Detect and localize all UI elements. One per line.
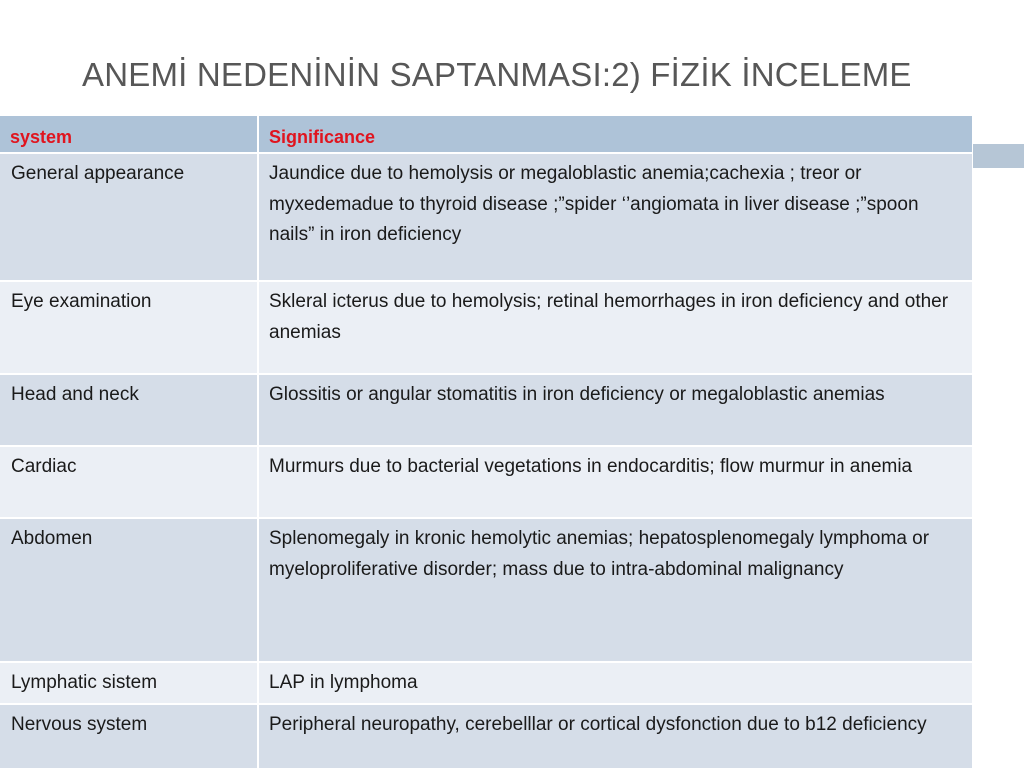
cell-system: Lymphatic sistem (0, 662, 258, 704)
table-row-nervous-system (0, 704, 973, 768)
cell-significance: Peripheral neuropathy, cerebelllar or cortical dysfonction due to b12 deficiency (258, 704, 973, 768)
cell-significance: Skleral icterus due to hemolysis; retinal hemorrhages in iron deficiency and other anemias (258, 281, 973, 374)
cell-system: Cardiac (0, 446, 258, 518)
cell-system: Abdomen (0, 518, 258, 662)
table-row-eye-examination (0, 281, 973, 374)
table-row-head-and-neck (0, 374, 973, 446)
decorative-accent-bar (973, 144, 1024, 168)
cell-significance: Murmurs due to bacterial vegetations in endocarditis; flow murmur in anemia (258, 446, 973, 518)
cell-system: Head and neck (0, 374, 258, 446)
slide-title: ANEMİ NEDENİNİN SAPTANMASI:2) FİZİK İNCELEME (82, 56, 912, 93)
cell-significance: Glossitis or angular stomatitis in iron deficiency or megaloblastic anemias (258, 374, 973, 446)
cell-significance: Jaundice due to hemolysis or megaloblastic anemia;cachexia ; treor or myxedemadue to thyroid disease ;”spider ‘’angiomata in liver disease ;”spoon nails” in iron deficiency (258, 153, 973, 281)
cell-significance: Splenomegaly in kronic hemolytic anemias; hepatosplenomegaly lymphoma or myeloproliferative disorder; mass due to intra-abdominal malignancy (258, 518, 973, 662)
table-row-general-appearance (0, 153, 973, 281)
table-row-cardiac (0, 446, 973, 518)
cell-system: Nervous system (0, 704, 258, 768)
cell-system: Eye examination (0, 281, 258, 374)
table-row-abdomen (0, 518, 973, 662)
physical-exam-table (0, 116, 973, 768)
table-header-row (0, 116, 973, 153)
table-row-lymphatic-system (0, 662, 973, 704)
cell-significance: LAP in lymphoma (258, 662, 973, 704)
header-system: system (0, 116, 258, 153)
findings-table-container (0, 116, 973, 768)
header-significance: Significance (258, 116, 973, 153)
cell-system: General appearance (0, 153, 258, 281)
